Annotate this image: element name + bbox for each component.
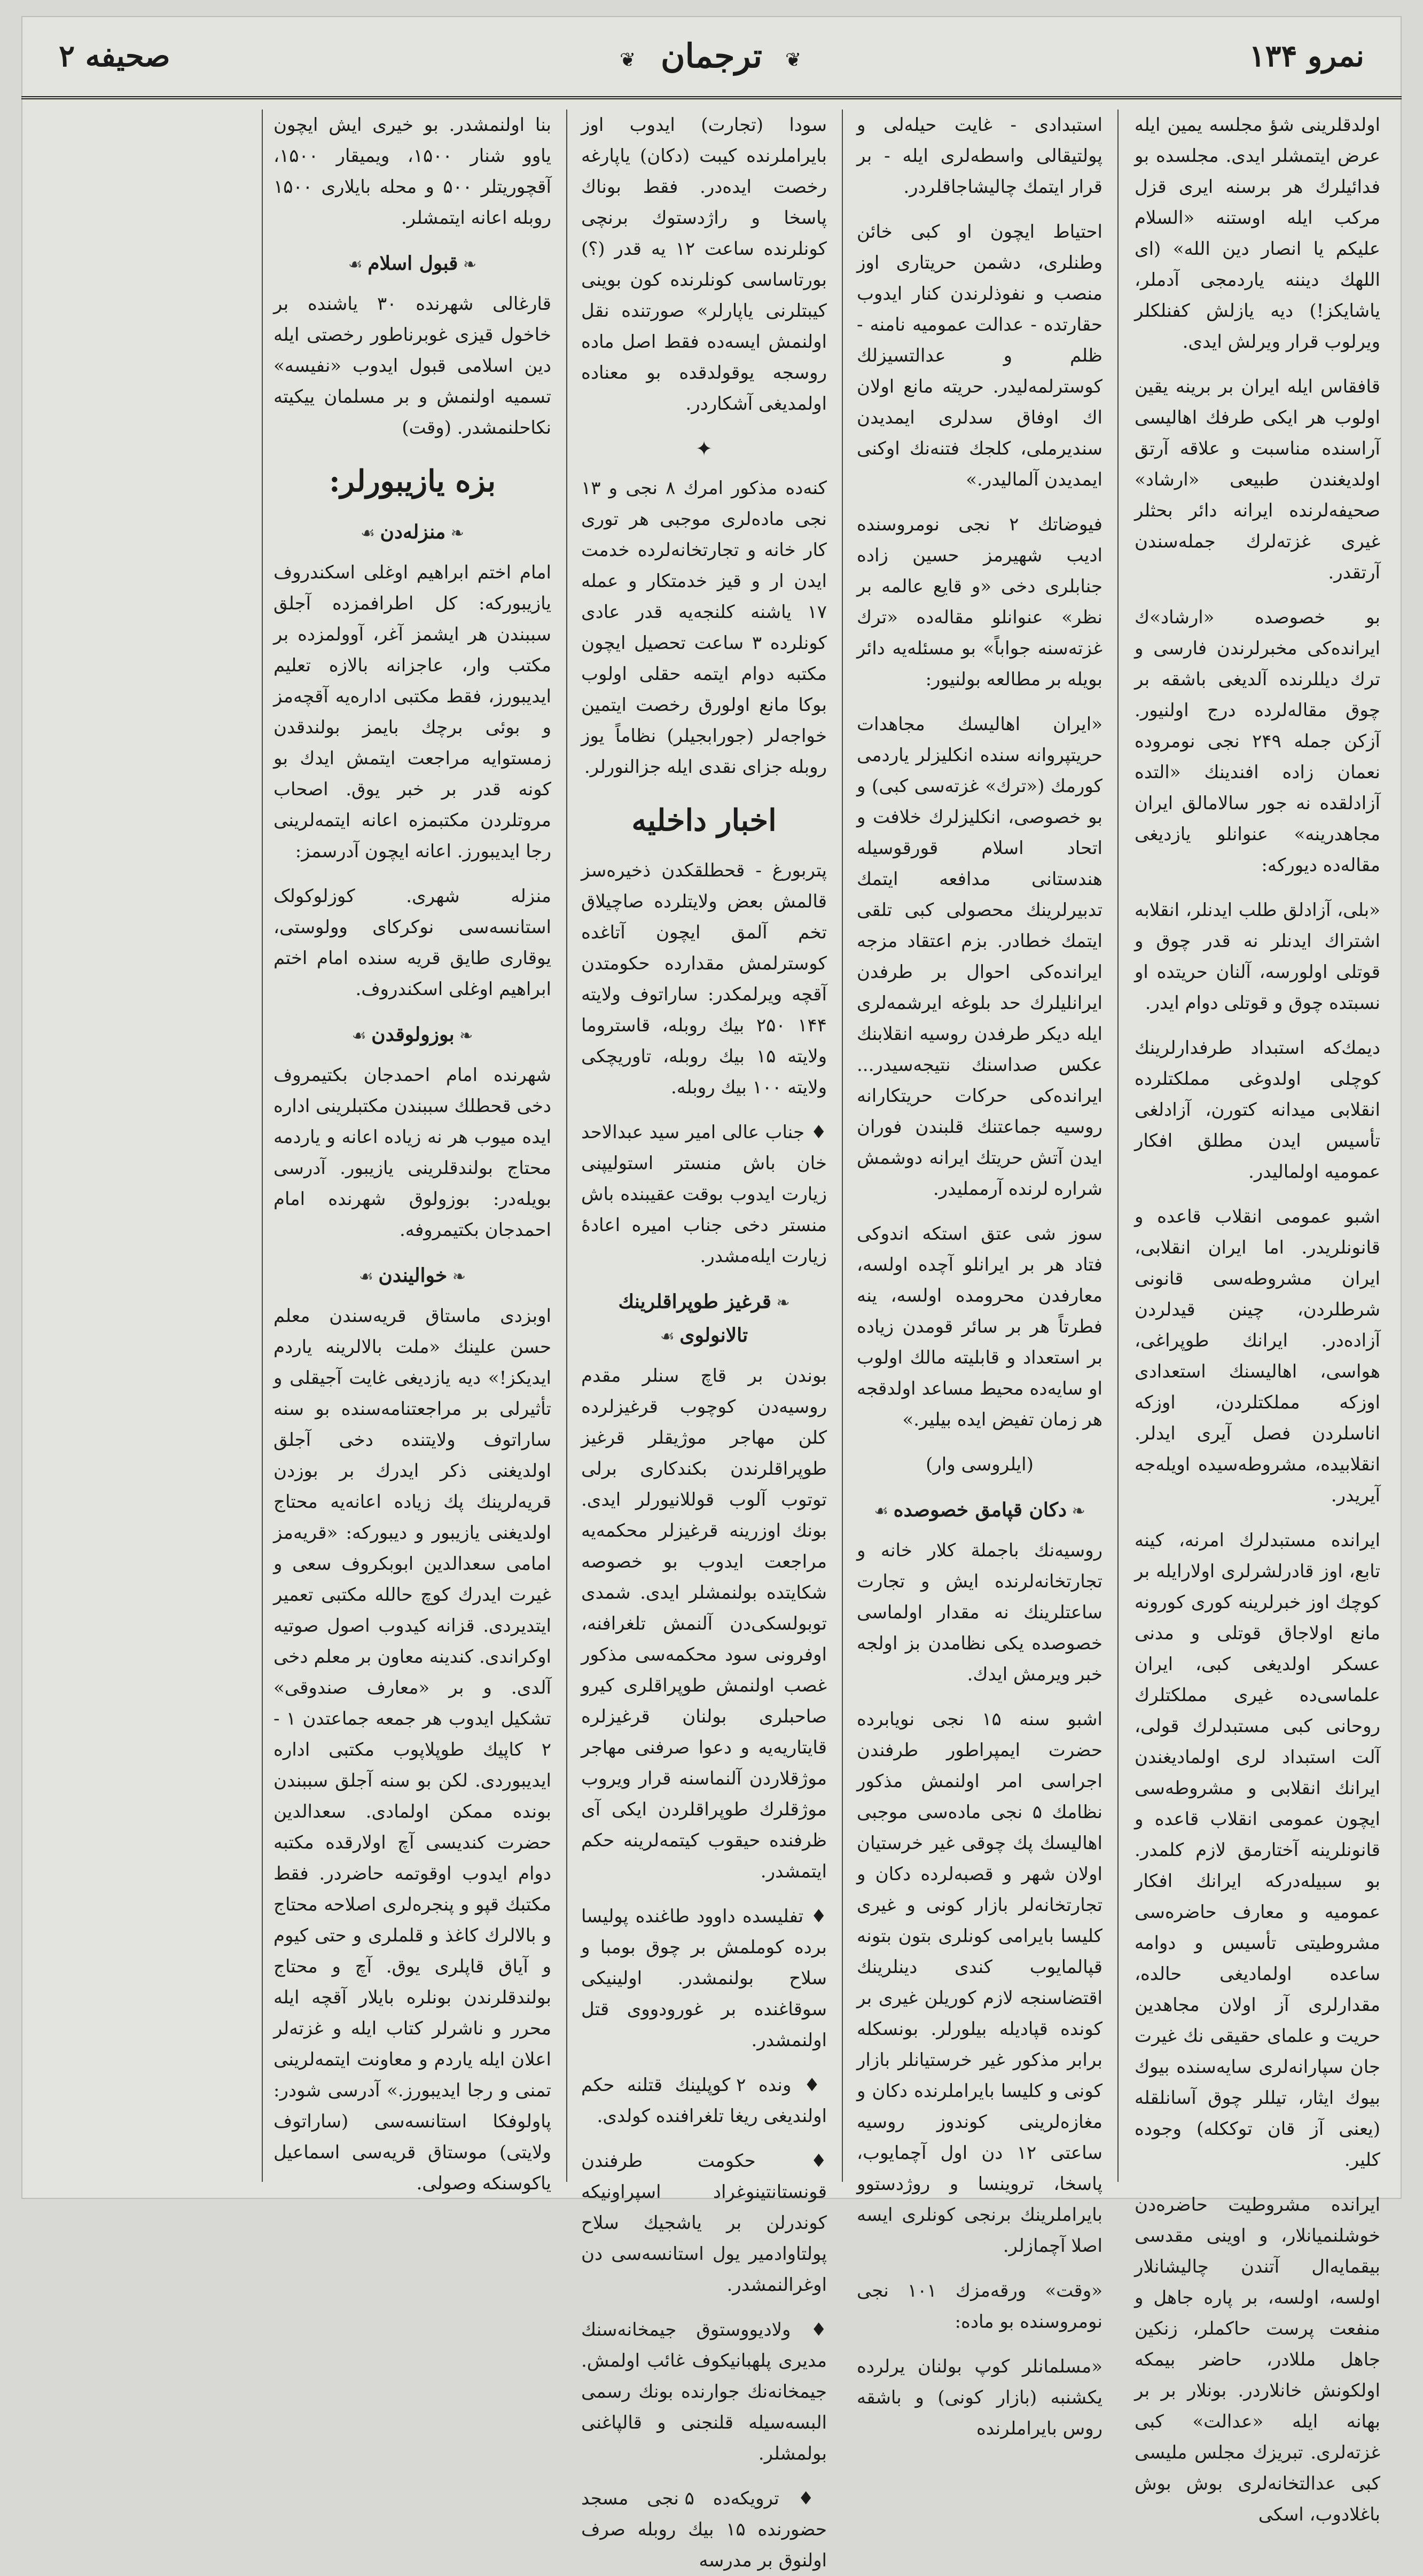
fleuron-icon: ☙ — [348, 255, 368, 274]
article-columns — [43, 109, 1380, 2571]
fleuron-icon: ❧ — [458, 255, 477, 274]
column-4 — [273, 109, 551, 2194]
separator-star-icon: ✦ — [695, 437, 713, 460]
article-paragraph: ♦ ولادیووستوق جیمخانه‌سنك مدیری پلهبانیکوف غائب اولمش. جیمخانه‌نك جوارنده بونك رسمی البسه‌سیله قلنجنی و قالپاغنی بولمشلر. — [581, 2319, 827, 2464]
newspaper-title: ترجمان — [660, 36, 763, 75]
article-paragraph: ♦ حکومت طرفندن قونستانتینوغراد اسپراونیکه کوندرلن بر یاشجیك سلاح پولتاوادمیر یول استانسه‌سی دن اوغرالنمشدر. — [581, 2150, 827, 2296]
article-paragraph: «وقت» ورقه‌مزك ۱۰۱ نجی نومروسنده بو ماده: — [857, 2280, 1103, 2332]
article-paragraph: ♦ ترویکه‌ده ۵ نجی مسجد حضورنده ۱۵ بیك روبله صرف اولنوق بر مدرسه — [581, 2488, 827, 2571]
article-paragraph: روسیه‌نك باجملة کلار خانه و تجارتخانه‌لرنده ایش و تجارت ساعتلرینك نه مقدار اولماسی خصوصده یکی نظامدن بز اولجه خبر ویرمش ایدك. — [857, 1540, 1103, 1685]
article-paragraph: سوز شی عتق استکه اندوکی فتاد هر بر ایرانلو آچده اولسه، معارفدن محرومده اولسه، ینه فطرتاً هر بر سائر قومدن زیاده بر استعداد و قابلیته مالك اولوب او سایه‌ده محیط مساعد اولدقجه هر زمان تفیض ایده بیلیر.» — [857, 1223, 1103, 1430]
article-paragraph: منزله شهری. کوزلوکولک استانسه‌سی نوکرکای وولوستی، یوقاری طایق قریه سنده امام اختم ابراهیم اوغلی اسکندروف. — [273, 886, 551, 1000]
article-paragraph: فیوضاتك ۲ نجی نومروسنده ادیب شهیرمز حسین زاده جنابلری دخی «و قایع عالمه بر نظر» عنوانلو مقاله‌ده «ترك غزته‌سنه جواباً» بو مسئله‌یه دائر بویله بر مطالعه بولنیور: — [857, 514, 1103, 690]
section-heading — [273, 1019, 551, 1052]
fleuron-icon: ❧ — [454, 1027, 473, 1045]
article-paragraph: کنه‌ده مذکور امرك ۸ نجی و ۱۳ نجی ماده‌لری موجبی هر توری کار خانه و تجارتخانه‌لرده خدمت ایدن ار و قیز خدمتکار و عمله ۱۷ یاشنه کلنجه‌یه قدر عادی کونلرده ۳ ساعت تحصیل ایچون مکتبه دوام ایتمه حقلی اولوب بوکا مانع اولورق رخصت ایتمین خواجه‌لر (جورابجیلر) نظاماً یوز روبله جزای نقدی ایله جزالنورلر. — [581, 477, 827, 778]
fleuron-icon: ❧ — [771, 1294, 790, 1312]
article-paragraph: ایرانده مشروطیت حاضره‌دن خوشلنمیانلار، و اوینی مقدسی بیقمایه‌ال آتندن چالیشانلار اولسه، اولسه، بر پاره جاهل و منفعت پرست حاکملر، زنکین جاهل مللادر، حاضر بیمکه اولکونش خانلاردر. بونلار بر بر بهانه ایله «عدالت» کبی غزته‌لری. تبریزك مجلس ملیسی کبی عدالتخانه‌لری بوش بوش باغلادوب، اسکی — [1135, 2194, 1380, 2525]
article-paragraph: «ایران اهالیسك مجاهدات حریتپروانه سنده انکلیزلر یاردمی کورمك («ترك» غزته‌سی کبی) و بو خصوصی، انکلیزلرك خلافت و اتحاد اسلام قورقوسیله هندستانی مدافعه ایتمك تدبیرلرینك محصولی کبی تلقی ایتمك خطادر. بزم اعتقاد مزجه ایرانده‌کی احوال بر طرفدن ایرانلیلرك حد بلوغه ایرشمه‌لری ایله دیکر طرفدن روسیه انقلابنك عکس صداسنك نتیجه‌سیدر... ایرانده‌کی حرکات حریتکارانه روسیه جماعتنك قلبندن فوران ایدن آتش حریتك ایرانه دوشمش شراره لرنده آرمملیدر. — [857, 714, 1103, 1200]
section-heading — [273, 516, 551, 550]
section-heading-text: دکان قپامق خصوصده — [893, 1499, 1067, 1521]
column-1 — [1135, 109, 1380, 2525]
section-heading — [273, 247, 551, 281]
section-heading — [273, 1259, 551, 1293]
column-rule — [566, 109, 567, 2182]
article-paragraph: «بلی، آزادلق طلب ایدنلر، انقلابه اشتراك ایدنلر نه قدر چوق و قوتلی اولورسه، آلنان حریتده او نسبتده چوق و قوتلی دوام ایدر. — [1135, 899, 1380, 1014]
article-paragraph: استبدادی - غایت حیله‌لی و پولتیقالی واسطه‌لری ایله - بر قرار ایتمك چالیشاجاقلردر. — [857, 114, 1103, 198]
section-heading-text: قبول اسلام — [368, 252, 458, 275]
article-paragraph: شهرنده امام احمدجان بکتیمروف دخی قحطلك سببندن مکتبلرینی اداره ایده میوب هر نه زیاده اعانه و یاردمه محتاج بولندقلرینی یازیبور. آدرسی بویله‌در: بوزولوق شهرنده امام احمدجان بکتیمروفه. — [273, 1064, 551, 1241]
fleuron-icon: ☙ — [358, 1267, 379, 1286]
section-heading-text: منزله‌دن — [380, 521, 446, 543]
section-heading-text: قرغیز طوپراقلرینك تالانولوی — [618, 1290, 771, 1346]
fleuron-icon: ☙ — [660, 1327, 680, 1346]
continued-note: (ایلروسی وار) — [926, 1454, 1034, 1475]
ornament-right-icon: ❦ — [785, 49, 802, 71]
article-paragraph: اشبو سنه ۱۵ نجی نویابرده حضرت ایمپراطور طرفندن اجراسی امر اولنمش مذکور نظامك ۵ نجی ماده‌سی موجبی اهالیسك پك چوقی غیر خرستیان اولان شهر و قصبه‌لرده دکان و تجارتخانه‌لر بازار کونی و غیری کلیسا بایرامی کونلری بتون بتونه قپالمایوب کندی دینلرینك اقتضاسنجه لازم کوریلن غیری بر کونده قپادیله بیلورلر. بونسکله برابر مذکور غیر خرستیانلر بازار کونی و کلیسا بایراملرنده دکان و مغازه‌لرینی کوندوز روسیه ساعتی ۱۲ دن اول آچمایوب، پاسخا، تروینسا و روژدستوو بایراملرینك برنجی کونلری ایسه اصلا آچمازلر. — [857, 1709, 1103, 2257]
article-paragraph: اولدقلرینی شؤ مجلسه یمین ایله عرض ایتمشلر ایدی. مجلسده بو فدائیلرك هر برسنه ایری قزل مرکب ایله اوستنه «السلام علیکم یا انصار دین الله» (ای اللهك دیننه یاردمجی آدملر، یاشایکز!) دیه یازلش کفنلکلر ویرلوب قرار ویرلش ایدی. — [1135, 114, 1380, 353]
column-3 — [581, 109, 827, 2571]
fleuron-icon: ❧ — [445, 524, 464, 543]
article-paragraph: ♦ جناب عالی امیر سید عبدالاحد خان باش منستر استولیپنی زیارت ایدوب بوقت عقیبنده باش منستر دخی جناب امیره اعادۀ زیارت ایله‌مشدر. — [581, 1122, 827, 1267]
article-paragraph: بوندن بر قاچ سنلر مقدم روسیه‌دن کوچوب قرغیزلرده کلن مهاجر موژیقلر قرغیز طوپراقلرندن بکندکاری برلی توتوب آلوب قوللانیورلر ایدی. بونك اوزرینه قرغیزلر محکمه‌یه مراجعت ایدوب بو خصوصه شکایتده بولنمشلر ایدی. شمدی توبولسکی‌دن آلنمش تلغرافنه، اوفرونی سود محکمه‌سی مذکور غصب اولنمش طوپراقلری کیرو صاحبلری بولنان قرغیزلره قایتاریه‌یه و دعوا صرفنی مهاجر موژقلاردن آلنماسنه قرار ویروب موژقلرك طوپراقلردن ایکی آی ظرفنده حیقوب کیتمه‌لرینه حکم ایتمشدر. — [581, 1365, 827, 1882]
column-rule — [1117, 109, 1119, 2182]
article-paragraph: بنا اولنمشدر. بو خیری ایش ایچون یاوو شنار ۱۵۰۰، ویمیقار ۱۵۰۰، آقچوریتلر ۵۰۰ و محله بایلاری ۱۵۰۰ روبله اعانه ایتمشلر. — [273, 114, 551, 229]
fleuron-icon: ☙ — [351, 1027, 372, 1045]
article-paragraph: ♦ تفلیسده داوود طاغنده پولیسا برده کوملمش بر چوق بومبا و سلاح بولنمشدر. اولینیکی سوقاغنده بر غورودووی قتل اولنمشدر. — [581, 1906, 827, 2051]
article-paragraph: قارغالی شهرنده ۳۰ یاشنده بر خاخول قیزی غوبرناطور رخصتی ایله دین اسلامی قبول ایدوب «نفیسه» تسمیه اولنمش و بر مسلمان ییکیته نکاحلنمشدر. (وقت) — [273, 293, 551, 439]
article-paragraph: ♦ ونده ۲ کوپلینك قتلنه حکم اولندیغی ریغا تلغرافنده کولدی. — [581, 2074, 827, 2127]
article-paragraph: «مسلمانلر کوپ بولنان یرلرده یکشنبه (بازار کونی) و باشقه روس بایراملرنده — [857, 2356, 1103, 2439]
issue-number: نمرو ۱۳۴ — [1249, 38, 1364, 74]
article-paragraph: سودا (تجارت) ایدوب اوز بایراملرنده کیبت (دکان) یاپارغه رخصت ایده‌در. فقط بوناك پاسخا و راژدستوك برنچی کونلرنده ساعت ۱۲ یه قدر (؟) بورتاساسی کونلرنده کون بوینی کیبتلرنی یاپارلر» صورتنده نقل اولنمش ایسه‌ده فقط اصل ماده روسجه یوقولدقده بو معناده اولمدیغی آشکاردر. — [581, 114, 827, 414]
page-number: صحیفه ۲ — [59, 38, 170, 74]
article-paragraph: اوبزدی ماستاق قریه‌سندن معلم حسن علینك «ملت بالالرینه یاردم ایدیکز!» دیه یازدیغی غایت آجیقلی و تأثیرلی بر مراجعتنامه‌سنده بو سنه ساراتوف ولایتنده دخی آجلق اولدیغنی ذکر ایدرك بر بوزدن قریه‌لرینك پك زیاده اعانه‌یه محتاج اولدیغنی یازیبور و دیبورکه: «قریه‌مز امامی سعدالدین ابوبکروف سعی و غیرت ایدرك کوچ حالله مکتبی تعمیر ایتدیردی. قزانه کیدوب اصول صوتیه اوکراندی. کندینه معاون بر معلم دخی آلدی. و بر «معارف صندوقی» تشکیل ایدوب هر جمعه جماعتدن ۱ - ۲ کاپیك طوپلاپوب مکتبی اداره ایدیبوردی. لکن بو سنه آجلق سببندن بونده ممکن اولمادی. سعدالدین حضرت کندیسی آچ اولارقده مکتبه دوام ایدوب اوقوتمه حاضردر. فقط مکتبك قپو و پنجره‌لری اصلاحه محتاج و بالالرك کاغذ و قلملری و حتی کیوم و آیاق قاپلری یوق. آچ و محتاج بولندقلرندن بونلره بایلار آقچه ایله محرر و ناشرلر کتاب ایله و غزته‌لر اعلان ایله یاردم و معاونت ایتمه‌لرینی تمنی و رجا ایدیبورز.» آدرسی شودر: پاولوفکا استانسه‌سی (ساراتوف ولایتی) موستاق قریه‌سی اسماعیل یاکوسنکه وصولی. — [273, 1305, 551, 2194]
section-heading — [857, 1494, 1103, 1528]
article-paragraph: احتیاط ایچون او کبی خائن وطنلری، دشمن حریتاری اوز منصب و نفوذلرندن کنار ایدوب حقارتده - عدالت عمومیه نامنه - ظلم و عدالتسیزلك کوسترلمه‌لیدر. حریته مانع اولان اك اوفاق سدلری ایمدیدن سندیرملی، کلجك فتنه‌نك اوکنی ایمدیدن آلمالیدر.» — [857, 221, 1103, 490]
column-rule — [262, 109, 263, 2182]
section-heading-text: خوالیندن — [378, 1264, 448, 1287]
column-rule — [842, 109, 843, 2182]
major-heading: بزه یازیبورلر: — [329, 464, 496, 499]
newspaper-page — [21, 16, 1402, 2571]
article-paragraph: امام اختم ابراهیم اوغلی اسکندروف یازیبورکه: کل اطرافمزده آجلق سببندن هر ایشمز آغر، آوولمزده بر مکتب وار، عاجزانه بالازه تعلیم ایدیبورز، فقط مکتبی اداره‌یه آقچه‌مز و بوئی برچك بایمز بولندقدن زمستوایه مراجعت ایتمش ایدك بو کونه قدر بر خبر یوق. اصحاب مروتلردن مکتبمزه اعانه ایتمه‌لرینی رجا ایدیبورز. اعانه ایچون آدرسمز: — [273, 562, 551, 862]
section-heading-text: بوزولوقدن — [371, 1023, 455, 1046]
fleuron-icon: ☙ — [874, 1502, 894, 1521]
fleuron-icon: ☙ — [361, 524, 380, 543]
fleuron-icon: ❧ — [1067, 1502, 1085, 1521]
section-heading — [581, 1286, 827, 1353]
article-paragraph: پتربورغ - قحطلقکدن ذخیره‌سز قالمش بعض ولایتلرده صاچیلاق تخم آلمق ایچون آتاغده کوسترلمش مقدارده حکومتدن آقچه ویرلمکدر: ساراتوف ولایته ۱۴۴ ۲۵۰ بیك روبله، قاستروما ولایته ۱۵ بیك روبله، تاوریچکی ولایته ۱۰۰ بیك روبله. — [581, 860, 827, 1098]
article-paragraph: اشبو عمومی انقلاب قاعده و قانونلریدر. اما ایران انقلابی، ایران مشروطه‌سی قانونی شرطلردن، چینن قیدلردن آزاده‌در. ایرانك طوپراغی، هواسی، اهالیسنك استعدادی اوزکه مملکتلردن، اوزکه اناسلردن فصل آیری ایدلر. انقلابیده، مشروطه‌سیده اویله‌جه آیریدر. — [1135, 1206, 1380, 1506]
article-paragraph: بو خصوصده «ارشاد»‌ك ایرانده‌کی مخبرلرندن فارسی و ترك دیللرنده آلدیغی باشقه بر چوق مقاله‌لرده درج اولنیور. آزکن جمله ۲۴۹ نجی نومروده نعمان زاده افندینك «التده آزادلقده نه جور سالامالق ایران مجاهدرینه» عنوانلو یازدیغی مقاله‌ده دیورکه: — [1135, 607, 1380, 876]
fleuron-icon: ❧ — [447, 1267, 466, 1286]
article-paragraph: دیمك‌که استبداد طرفدارلرینك کوچلی اولدوغی مملکتلرده انقلابی میدانه کتورن، آزادلغی تأسیس ایدن مطلق افکار عمومیه اولمالیدر. — [1135, 1037, 1380, 1183]
ornament-left-icon: ❦ — [620, 49, 636, 71]
article-paragraph: ایرانده مستبدلرك امرنه، کینه تابع، اوز قادرلشرلری اولارایله بر کوچك اوز خبرلرینه کوری کورونه مانع اولاجاق قوتلی و مدنی عسکر اولدیغی کبی، ایران علماسی‌ده غیری مملکتلرك روحانی کبی مستبدلرك قولی، آلت استبداد لری اولمادیغندن ایرانك انقلابی و مشروطه‌سی ایچون عمومی انقلاب قاعده و قانونلرینه آختارمق لازم کلمدر. بو سبیله‌درکه ایرانك افکار عمومیه و معارف حاضره‌سی مشروطیتی تأسیس و دوامه ساعده اولمادیغی حالده، مقدارلری آز اولان مجاهدین حریت و علمای حقیقی نك غیرت جان سپارانه‌لری سایه‌سنده بیوك بیوك ایثار، تیللر چوق آسانلقله (یعنی آز قان توککله) وجوده کلیر. — [1135, 1530, 1380, 2171]
major-heading: اخبار داخلیه — [631, 803, 777, 838]
column-2 — [857, 109, 1103, 2439]
masthead — [21, 16, 1402, 99]
article-paragraph: قافقاس ایله ایران بر برینه یقین اولوب هر ایکی طرفك اهالیسی آراسنده مناسبت و علاقه آرتق اولدیغندن طبیعی «ارشاد» صحیفه‌لرنده ایرانه دائر بحثلر غیری غزته‌لرك جمله‌سندن آرتقدر. — [1135, 376, 1380, 583]
